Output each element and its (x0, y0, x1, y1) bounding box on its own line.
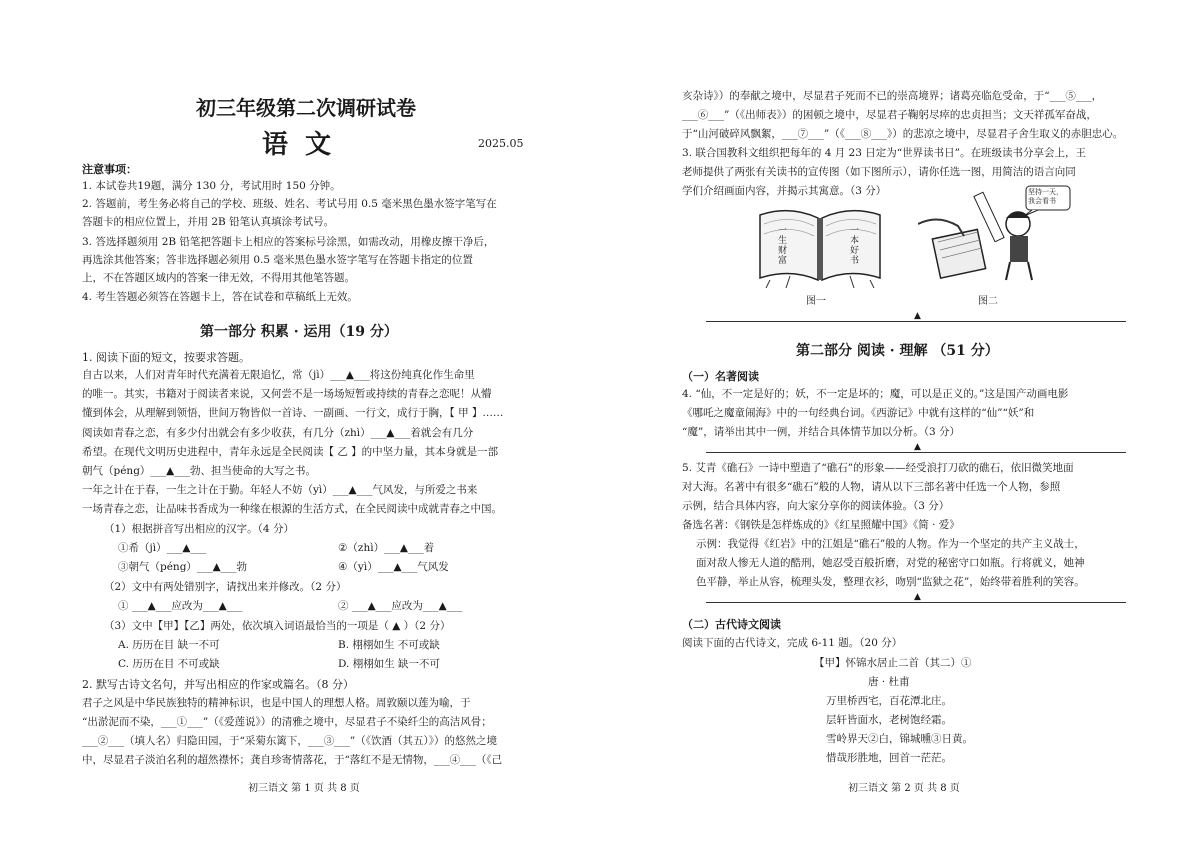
notice-line: 上，不在答题区域内的答案一律无效，不得用其他笔答题。 (82, 272, 355, 284)
q4-line: “魔”，请举出其中一例，并结合具体情节加以分析。（3 分） (682, 426, 961, 438)
page-footer: 初三语文 第 1 页 共 8 页 (248, 783, 360, 794)
q3-line: 老师提供了两张有关读书的宣传图（如下图所示），请你任选一图，用简洁的语言向同 (682, 166, 1076, 178)
notice-heading: 注意事项： (82, 163, 137, 176)
poem-author: 唐 · 杜甫 (868, 676, 910, 688)
sub3-option-b: B. 栩栩如生 不可或缺 (338, 639, 440, 651)
poem-title: 【甲】怀锦水居止二首（其二）① (814, 657, 972, 669)
sub3-option-d: D. 栩栩如生 缺一不可 (338, 658, 441, 670)
sub1-item: ①希（jì）___▲___ (118, 542, 207, 554)
figure-1-book-right-text: 一本好书 (850, 226, 860, 266)
q2-cont-line: 于“山河破碎风飘絮，___⑦___”（《___⑧___》）的悲凉之境中，尽显君子舍生取义的赤胆忠心。 (682, 128, 1124, 140)
divider (706, 452, 1126, 453)
q4-line: 《哪吒之魔童闹海》中的一句经典台词。《西游记》中就有这样的“仙”“妖”和 (682, 407, 1035, 419)
q5-example-line: 色平静，举止从容，梳理头发，整理衣衫，吻别“监狱之花”，始终带着胜利的笑容。 (696, 576, 1085, 588)
passage-line: 阅读如青春之恋，有多少付出就会有多少收获，有几分（zhì）___▲___着就会有几分 (82, 427, 474, 439)
notice-line: 答题卡的相应位置上，并用 2B 铅笔认真填涂考试号。 (82, 216, 335, 228)
poem-line: 雪岭界天②白，锦城曛③日黄。 (826, 733, 973, 745)
exam-date: 2025.05 (478, 137, 524, 150)
figure-2-illustration (918, 184, 1078, 290)
sub1-label: （1）根据拼音写出相应的汉字。（4 分） (104, 523, 294, 535)
exam-title: 初三年级第二次调研试卷 (196, 96, 416, 120)
q5-line: 5. 艾青《礁石》一诗中塑造了“礁石”的形象——经受浪打刀砍的礁石，依旧微笑地面 (682, 462, 1074, 474)
q5-example-line: 面对敌人惨无人道的酷刑，她忍受百般折磨，对党的秘密守口如瓶。行将就义，她神 (696, 557, 1085, 569)
poem-line: 层轩皆面水，老树饱经霜。 (826, 714, 952, 726)
q5-line: 示例，结合具体内容，向大家分享你的阅读体验。（3 分） (682, 500, 950, 512)
q2-line: “出淤泥而不染，___①___”（《爱莲说》）的清雅之境中，尽显君子不染纤尘的高洁风骨； (82, 716, 492, 728)
q2-cont-line: 亥杂诗》）的奉献之境中，尽显君子死而不已的崇高境界；诸葛亮临危受命，于“___⑤___， (682, 90, 1103, 102)
figure-1-book-left-text: 一生财富 (778, 226, 788, 266)
figure-2-label: 图二 (978, 296, 998, 307)
notice-line: 4. 考生答题必须答在答题卡上，答在试卷和草稿纸上无效。 (82, 291, 358, 303)
sub3-option-c: C. 历历在目 不可或缺 (118, 658, 220, 670)
sub2-item: ① ___▲___应改为___▲___ (118, 600, 243, 612)
passage-line: 朝气（péng）___▲___勃、担当使命的大写之书。 (82, 465, 316, 477)
notice-line: 2. 答题前，考生务必将自己的学校、班级、姓名、考试号用 0.5 毫米黑色墨水签字笔写在 (82, 198, 497, 210)
passage-line: 一年之计在于春，一生之计在于勤。年轻人不妨（yì）___▲___气风发，与所爱之书来 (82, 484, 478, 496)
answer-mark: ▲ (914, 442, 921, 452)
answer-mark: ▲ (914, 592, 921, 602)
notice-line: 1. 本试卷共19题，满分 130 分，考试用时 150 分钟。 (82, 180, 341, 192)
sub2-label: （2）文中有两处错别字，请找出来并修改。（2 分） (104, 581, 347, 593)
q5-example-line: 示例：我觉得《红岩》中的江姐是“礁石”般的人物。作为一个坚定的共产主义战士， (696, 538, 1085, 550)
sub3-option-a: A. 历历在目 缺一不可 (118, 639, 220, 651)
part2-title: 第二部分 阅读 · 理解 （51 分） (796, 343, 999, 359)
q4-line: 4. “仙，不一定是好的；妖，不一定是坏的；魔，可以是正义的。”这是国产动画电影 (682, 388, 1069, 400)
figure-1-illustration (750, 200, 890, 290)
q3-line: 3. 联合国教科文组织把每年的 4 月 23 日定为“世界读书日”。在班级读书分享会上，王 (682, 147, 1086, 159)
q1-stem: 1. 阅读下面的短文，按要求答题。 (82, 351, 250, 364)
divider (706, 321, 1126, 322)
figure-2-speech-bubble: 坚持一天，我会看书 (1028, 188, 1063, 205)
section-1-title: （一）名著阅读 (682, 370, 759, 383)
sub3-label: （3）文中【甲】【乙】两处，依次填入词语最恰当的一项是（ ▲ ）（2 分） (104, 620, 451, 632)
passage-line: 希望。在现代文明历史进程中，青年永远是全民阅读【 乙 】的中坚力量，其本身就是一部 (82, 446, 499, 458)
q2-line: 君子之风是中华民族独特的精神标识，也是中国人的理想人格。周敦颐以莲为喻，于 (82, 697, 471, 709)
page-footer: 初三语文 第 2 页 共 8 页 (848, 783, 960, 794)
poem-line: 惜哉形胜地，回首一茫茫。 (826, 752, 952, 764)
passage-line: 的唯一。其实，书籍对于阅读者来说，又何尝不是一场场短暂或持续的青春之恋呢！从懵 (82, 388, 492, 400)
section-2-stem: 阅读下面的古代诗文，完成 6-11 题。（20 分） (682, 637, 903, 649)
figure-1-label: 图一 (806, 296, 826, 307)
q2-cont-line: ___⑥___”（《出师表》）的困顿之境中，尽显君子鞠躬尽瘁的忠贞担当；文天祥孤军奋战， (682, 109, 1097, 121)
notice-line: 3. 答选择题须用 2B 铅笔把答题卡上相应的答案标号涂黑，如需改动，用橡皮擦干净后， (82, 236, 495, 248)
q2-stem: 2. 默写古诗文名句，并写出相应的作家或篇名。（8 分） (82, 678, 354, 691)
passage-line: 一场青春之恋，让品味书香成为一种缘在根源的生活方式，在全民阅读中成就青春之中国。 (82, 503, 502, 515)
part1-title: 第一部分 积累 · 运用（19 分） (200, 324, 398, 340)
subject-title: 语 文 (262, 130, 336, 160)
poem-line: 万里桥西宅，百花潭北庄。 (826, 695, 952, 707)
sub1-item: ③朝气（péng）___▲___勃 (118, 561, 247, 573)
sub2-item: ② ___▲___应改为___▲___ (338, 600, 463, 612)
right-page (600, 0, 1200, 853)
q2-line: ___②___（填人名）归隐田园，于“采菊东篱下，___③___”（《饮酒（其五）》）的悠然之境 (82, 735, 497, 747)
sub1-item: ④（yì）___▲___气风发 (338, 561, 449, 573)
q5-line: 对大海。名著中有很多“礁石”般的人物，请从以下三部名著中任选一个人物，参照 (682, 481, 1061, 493)
divider (706, 602, 1126, 603)
answer-mark: ▲ (914, 311, 921, 321)
notice-line: 再选涂其他答案；答非选择题必须用 0.5 毫米黑色墨水签字笔写在答题卡指定的位置 (82, 254, 473, 266)
passage-line: 自古以来，人们对青年时代充满着无限追忆，常（jì）___▲___将这份纯真化作生命里 (82, 369, 475, 381)
q3-line: 学们介绍画面内容，并揭示其寓意。（3 分） (682, 185, 887, 197)
q5-line: 备选名著：《钢铁是怎样炼成的》《红星照耀中国》《简 · 爱》 (682, 519, 960, 531)
passage-line: 懂到体会，从理解到领悟，世间万物皆似一首诗、一副画、一行文，成行于胸，【 甲 】…… (82, 407, 504, 419)
q2-line: 中，尽显君子淡泊名利的超然襟怀；龚自珍寄情落花，于“落红不是无情物，___④___（《己 (82, 754, 503, 766)
sub1-item: ②（zhì）___▲___着 (338, 542, 435, 554)
section-2-title: （二）古代诗文阅读 (682, 618, 781, 631)
